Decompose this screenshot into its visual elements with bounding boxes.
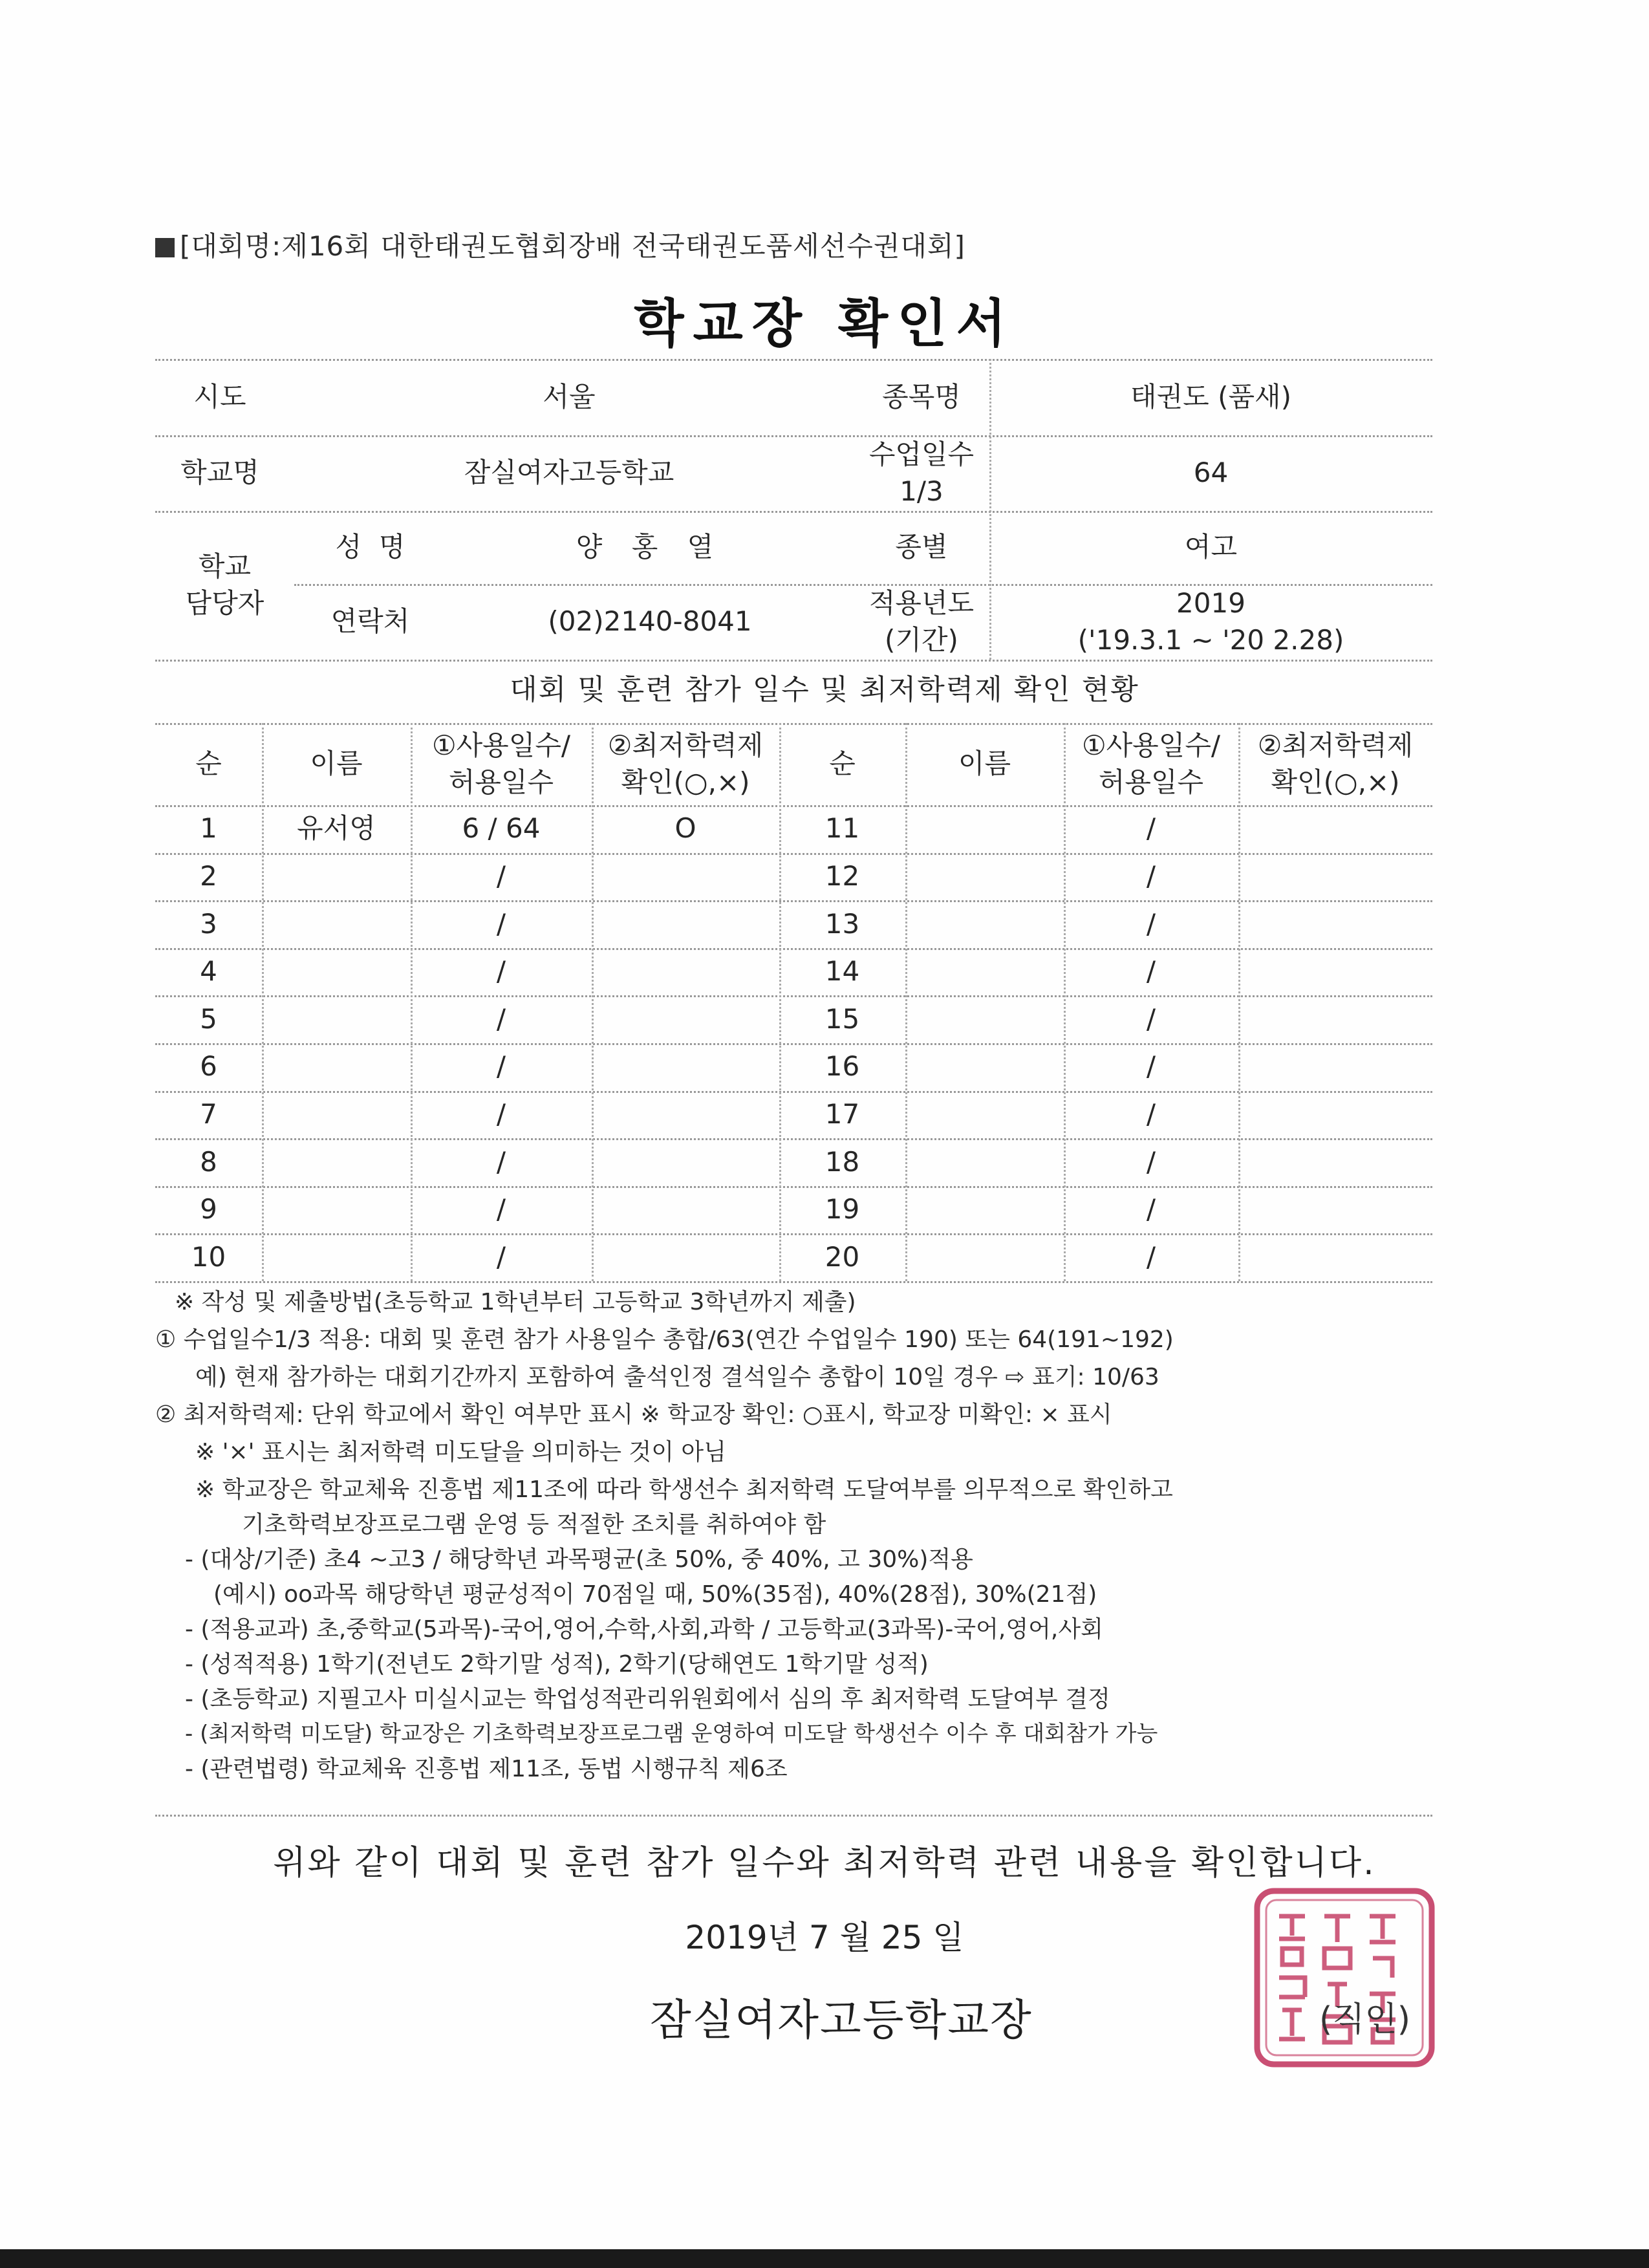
table-cell-days: / — [496, 1002, 506, 1035]
table-cell-no: 20 — [824, 1240, 860, 1273]
header-no: 순 — [195, 748, 222, 780]
table-cell-min — [592, 853, 779, 901]
table-cell-days: / — [1146, 860, 1156, 892]
school-label: 학교명 — [180, 457, 259, 489]
table-cell-name — [262, 1233, 411, 1281]
note-line: ※ '×' 표시는 최저학력 미도달을 의미하는 것이 아님 — [195, 1439, 726, 1465]
table-cell-name — [905, 1091, 1064, 1139]
table-cell-name — [905, 900, 1064, 948]
table-cell-name — [262, 900, 411, 948]
note-line: - (관련법령) 학교체육 진흥법 제11조, 동법 시행규칙 제6조 — [185, 1756, 788, 1782]
table-cell-days: / — [496, 1240, 506, 1273]
table-cell-days: 6 / 64 — [462, 812, 541, 845]
table-cell-no: 2 — [200, 860, 217, 892]
table-cell-days: / — [496, 1193, 506, 1226]
event-value: 태권도 (품새) — [1130, 380, 1291, 413]
table-cell-no: 6 — [200, 1050, 217, 1083]
header-name: 이름 — [310, 748, 363, 780]
header-days: ①사용일수/ 허용일수 — [431, 729, 571, 798]
section-title: 대회 및 훈련 참가 일수 및 최저학력제 확인 현황 — [510, 673, 1139, 706]
meet-name: [대회명:제16회 대한태권도협회장배 전국태권도품세선수권대회] — [155, 225, 965, 264]
table-cell-days: / — [496, 1050, 506, 1083]
note-line: ① 수업일수1/3 적용: 대회 및 훈련 참가 사용일수 총합/63(연간 수업일수 190) 또는 64(191~192) — [155, 1326, 1174, 1353]
table-cell-days: / — [496, 1145, 506, 1178]
table-cell-min — [592, 1043, 779, 1091]
table-rule — [155, 1281, 1432, 1283]
table-cell-days: / — [1146, 1145, 1156, 1178]
name-value: 양 홍 열 — [576, 531, 724, 563]
page-title: 학교장 확인서 — [634, 294, 1015, 354]
table-cell-min — [1238, 948, 1432, 996]
table-cell-no: 18 — [824, 1145, 860, 1178]
table-cell-days: / — [1146, 1193, 1156, 1226]
note-line: - (적용교과) 초,중학교(5과목)-국어,영어,수학,사회,과학 / 고등학교(3과목)-국어,영어,사회 — [185, 1616, 1103, 1643]
table-cell-no: 14 — [824, 955, 860, 988]
table-cell-no: 12 — [824, 860, 860, 892]
seal-mark: (직인) — [1319, 2000, 1411, 2039]
table-cell-days: / — [1146, 955, 1156, 988]
school-value: 잠실여자고등학교 — [464, 457, 674, 489]
table-cell-min — [1238, 1043, 1432, 1091]
header-days-right: ①사용일수/ 허용일수 — [1081, 729, 1221, 798]
table-cell-name — [262, 1091, 411, 1139]
sido-value: 서울 — [543, 380, 596, 413]
contact-label: 연락처 — [330, 605, 410, 638]
header-min-right: ②최저학력제 확인(○,×) — [1257, 729, 1414, 798]
table-cell-no: 11 — [824, 812, 860, 845]
table-cell-min — [1238, 1233, 1432, 1281]
name-label: 성 명 — [335, 531, 405, 563]
table-cell-no: 3 — [200, 907, 217, 940]
table-cell-min — [1238, 1091, 1432, 1139]
table-cell-days: / — [1146, 1050, 1156, 1083]
principal-name: 잠실여자고등학교장 — [650, 1995, 1033, 2045]
table-cell-days: / — [496, 907, 506, 940]
header-min: ②최저학력제 확인(○,×) — [607, 729, 764, 798]
note-line: - (최저학력 미도달) 학교장은 기초학력보장프로그램 운영하여 미도달 학생선수 이수 후 대회참가 가능 — [185, 1721, 1158, 1747]
table-cell-days: / — [1146, 907, 1156, 940]
table-cell-min — [592, 1138, 779, 1186]
table-cell-no: 19 — [824, 1193, 860, 1226]
confirm-statement: 위와 같이 대회 및 훈련 참가 일수와 최저학력 관련 내용을 확인합니다. — [273, 1844, 1376, 1883]
official-seal — [1253, 1887, 1436, 2068]
table-cell-no: 17 — [824, 1098, 860, 1130]
note-line: - (초등학교) 지필고사 미실시교는 학업성적관리위원회에서 심의 후 최저학력 도달여부 결정 — [185, 1686, 1110, 1712]
table-cell-min — [592, 1091, 779, 1139]
table-cell-min: O — [674, 812, 696, 845]
table-cell-days: / — [496, 955, 506, 988]
table-cell-min — [592, 900, 779, 948]
note-line: - (성적적용) 1학기(전년도 2학기말 성적), 2학기(당해연도 1학기말 성적) — [185, 1651, 929, 1678]
table-cell-name — [905, 1138, 1064, 1186]
table-cell-no: 13 — [824, 907, 860, 940]
table-cell-name — [905, 948, 1064, 996]
table-cell-no: 8 — [200, 1145, 217, 1178]
table-cell-min — [1238, 995, 1432, 1043]
table-cell-name — [905, 1043, 1064, 1091]
year-value: 2019 ('19.3.1 ~ '20 2.28) — [1077, 587, 1344, 656]
classdays-label: 수업일수 1/3 — [868, 438, 975, 507]
type-value: 여고 — [1184, 531, 1238, 563]
table-cell-name — [262, 995, 411, 1043]
table-cell-name — [262, 1186, 411, 1234]
table-cell-no: 1 — [200, 812, 217, 845]
note-line: (예시) oo과목 해당학년 평균성적이 70점일 때, 50%(35점), 40%(28점), 30%(21점) — [213, 1581, 1097, 1608]
table-cell-no: 16 — [824, 1050, 860, 1083]
header-name-right: 이름 — [958, 748, 1011, 780]
table-cell-min — [592, 948, 779, 996]
type-label: 종별 — [895, 531, 948, 563]
table-cell-name — [905, 1233, 1064, 1281]
note-line: 예) 현재 참가하는 대회기간까지 포함하여 출석인정 결석일수 총합이 10일 경우 ⇨ 표기: 10/63 — [195, 1364, 1159, 1390]
table-cell-name — [262, 948, 411, 996]
table-cell-no: 7 — [200, 1098, 217, 1130]
table-cell-days: / — [496, 1098, 506, 1130]
table-cell-days: / — [496, 860, 506, 892]
table-cell-min — [1238, 1186, 1432, 1234]
table-cell-no: 9 — [200, 1193, 217, 1226]
table-cell-days: / — [1146, 1002, 1156, 1035]
note-line: - (대상/기준) 초4 ~고3 / 해당학년 과목평균(초 50%, 중 40%, 고 30%)적용 — [185, 1546, 973, 1573]
table-cell-name — [262, 1043, 411, 1091]
table-cell-min — [592, 995, 779, 1043]
table-cell-days: / — [1146, 812, 1156, 845]
sido-label: 시도 — [193, 380, 246, 413]
scan-edge — [0, 2249, 1649, 2268]
table-cell-name — [905, 805, 1064, 853]
manager-label: 학교 담당자 — [185, 550, 264, 619]
table-cell-name — [262, 1138, 411, 1186]
table-cell-days: / — [1146, 1240, 1156, 1273]
table-cell-min — [592, 1186, 779, 1234]
event-label: 종목명 — [882, 380, 961, 413]
table-cell-min — [592, 1233, 779, 1281]
table-cell-name — [905, 995, 1064, 1043]
year-label: 적용년도 (기간) — [868, 587, 975, 656]
table-cell-name — [262, 853, 411, 901]
table-cell-min — [1238, 805, 1432, 853]
table-cell-days: / — [1146, 1098, 1156, 1130]
table-cell-name — [905, 1186, 1064, 1234]
table-cell-min — [1238, 900, 1432, 948]
table-cell-no: 15 — [824, 1002, 860, 1035]
table-cell-name: 유서영 — [297, 812, 376, 845]
table-cell-name — [905, 853, 1064, 901]
table-cell-min — [1238, 853, 1432, 901]
square-bullet-icon — [155, 238, 175, 257]
note-line: ※ 작성 및 제출방법(초등학교 1학년부터 고등학교 3학년까지 제출) — [175, 1289, 856, 1315]
issue-date: 2019년 7 월 25 일 — [685, 1919, 964, 1956]
note-line: ※ 학교장은 학교체육 진흥법 제11조에 따라 학생선수 최저학력 도달여부를 의무적으로 확인하고 — [195, 1476, 1173, 1503]
note-line: 기초학력보장프로그램 운영 등 적절한 조치를 취하여야 함 — [242, 1511, 826, 1538]
contact-value: (02)2140-8041 — [548, 605, 752, 638]
note-line: ② 최저학력제: 단위 학교에서 확인 여부만 표시 ※ 학교장 확인: ○표시, 학교장 미확인: × 표시 — [155, 1401, 1112, 1428]
table-cell-min — [1238, 1138, 1432, 1186]
classdays-value: 64 — [1193, 457, 1229, 489]
header-no-right: 순 — [829, 748, 856, 780]
table-cell-no: 5 — [200, 1002, 217, 1035]
table-cell-no: 10 — [191, 1240, 226, 1273]
table-cell-no: 4 — [200, 955, 217, 988]
